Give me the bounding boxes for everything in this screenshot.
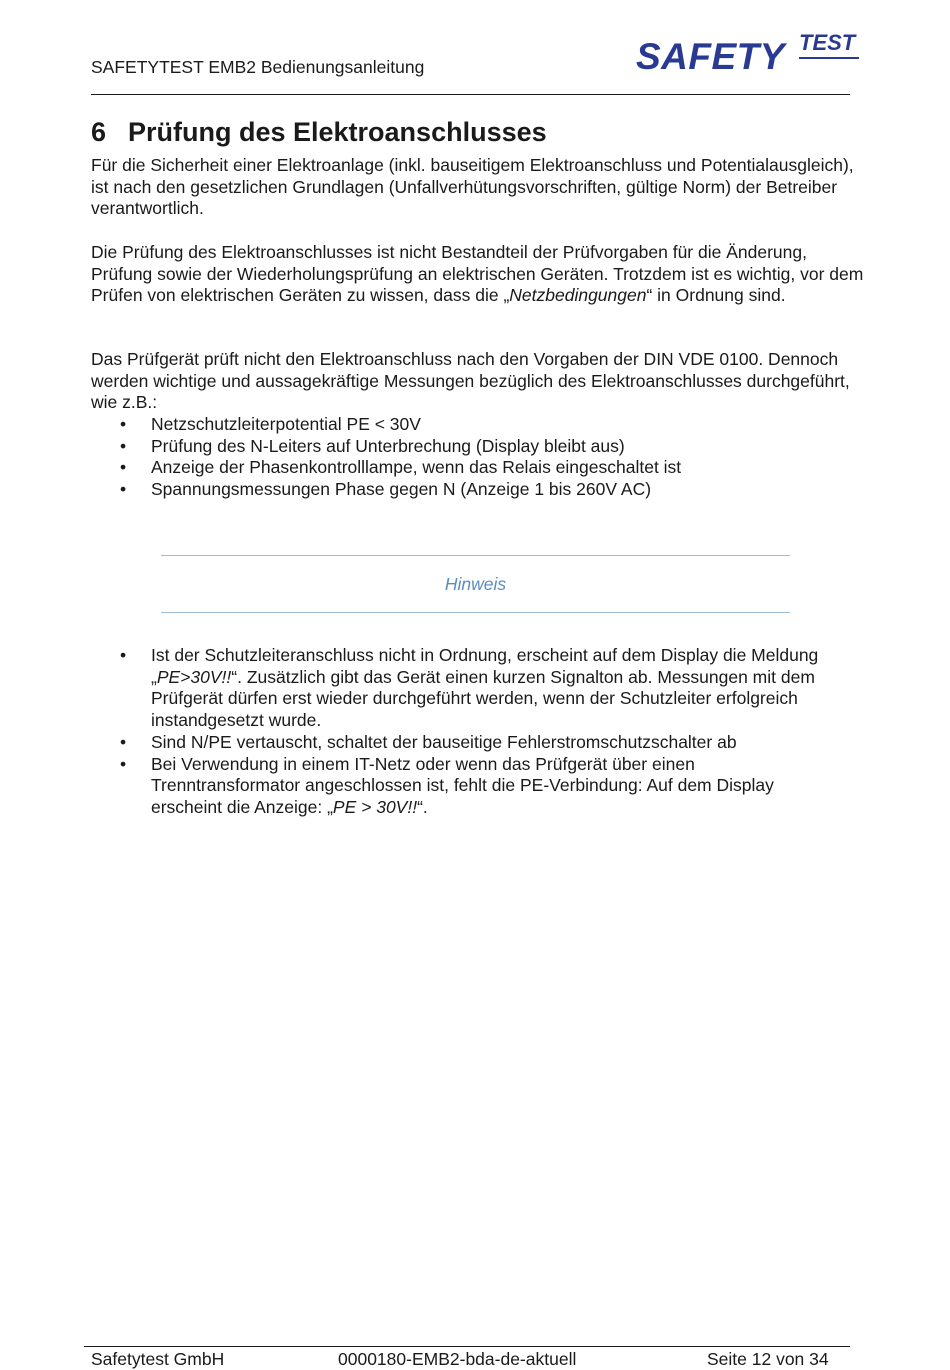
logo-sup-text: TEST	[799, 30, 856, 55]
section-heading	[91, 117, 547, 148]
bullet: •	[120, 457, 127, 478]
list-item	[91, 414, 831, 436]
note-top-rule	[161, 555, 790, 556]
list-item-text: Ist der Schutzleiteranschluss nicht in Ordnung, erscheint auf dem Display die Meldung „	[151, 645, 819, 687]
footer-divider	[84, 1346, 850, 1347]
bullet: •	[120, 753, 127, 774]
bullet: •	[120, 645, 127, 665]
note-title: Hinweis	[444, 574, 507, 594]
header-divider	[91, 94, 850, 95]
measurements-list	[91, 414, 831, 501]
header-title: SAFETYTEST EMB2 Bedienungsanleitung	[91, 57, 425, 77]
paragraph-2-emphasis: Netzbedingungen	[509, 285, 647, 306]
bullet: •	[120, 731, 127, 752]
list-item	[91, 457, 831, 479]
section-number: 6	[91, 117, 107, 147]
list-item	[91, 754, 831, 819]
list-item-text: Spannungsmessungen Phase gegen N (Anzeige 1 bis 260V AC)	[151, 479, 652, 500]
section-title: Prüfung des Elektroanschlusses	[128, 117, 547, 147]
paragraph-2	[91, 242, 866, 307]
list-item	[91, 436, 831, 458]
bullet: •	[120, 414, 127, 434]
logo-main-text: SAFETY	[636, 36, 785, 77]
footer-company: Safetytest GmbH	[91, 1349, 225, 1369]
list-item	[91, 479, 831, 501]
list-item-emphasis: PE>30V!!	[156, 666, 232, 687]
list-item-text: Sind N/PE vertauscht, schaltet der bauseitige Fehlerstromschutzschalter ab	[151, 731, 737, 752]
list-item-text-end: “.	[417, 796, 428, 817]
logo-underline	[799, 57, 859, 59]
list-item-text: Netzschutzleiterpotential PE < 30V	[151, 414, 421, 434]
list-item	[91, 645, 831, 732]
paragraph-1: Für die Sicherheit einer Elektroanlage (inkl. bauseitigem Elektroanschluss und Potentialausgleich), ist nach den gesetzlichen Grundlagen (Unfallverhütungsvorschriften, gültige Norm) der Betreiber verantwortlich.	[91, 155, 854, 219]
list-item-text: Anzeige der Phasenkontrolllampe, wenn das Relais eingeschaltet ist	[151, 457, 682, 478]
list-item-text-end: “. Zusätzlich gibt das Gerät einen kurzen Signalton ab. Messungen mit dem Prüfgerät dürfen erst wieder durchgeführt werden, wenn der Schutzleiter erfolgreich instandgesetzt wurde.	[151, 666, 815, 731]
footer-doc-id: 0000180-EMB2-bda-de-aktuell	[338, 1349, 577, 1369]
list-item-text: Prüfung des N-Leiters auf Unterbrechung (Display bleibt aus)	[151, 435, 625, 456]
safetytest-logo	[636, 30, 860, 75]
note-list	[91, 645, 831, 819]
paragraph-2-text: Die Prüfung des Elektroanschlusses ist nicht Bestandteil der Prüfvorgaben für die Änderung, Prüfung sowie der Wiederholungsprüfung an elektrischen Geräten. Trotzdem ist es wichtig, vor dem Prüfen von elektrischen Geräten zu wissen, dass die „	[91, 242, 864, 306]
list-item-text: Bei Verwendung in einem IT-Netz oder wenn das Prüfgerät über einen Trenntransformator angeschlossen ist, fehlt die PE-Verbindung: Auf dem Display erscheint die Anzeige: „	[151, 753, 774, 817]
list-item	[91, 732, 831, 754]
paragraph-2-text-end: “ in Ordnung sind.	[646, 285, 786, 306]
list-item-emphasis: PE > 30V!!	[332, 796, 418, 817]
paragraph-3: Das Prüfgerät prüft nicht den Elektroanschluss nach den Vorgaben der DIN VDE 0100. Dennoch werden wichtige und aussagekräftige Messungen bezüglich des Elektroanschlusses durchgeführt, wie z.B.:	[91, 349, 850, 413]
note-bottom-rule	[161, 612, 790, 613]
bullet: •	[120, 479, 127, 500]
bullet: •	[120, 435, 127, 456]
footer-page-number: Seite 12 von 34	[707, 1349, 829, 1369]
